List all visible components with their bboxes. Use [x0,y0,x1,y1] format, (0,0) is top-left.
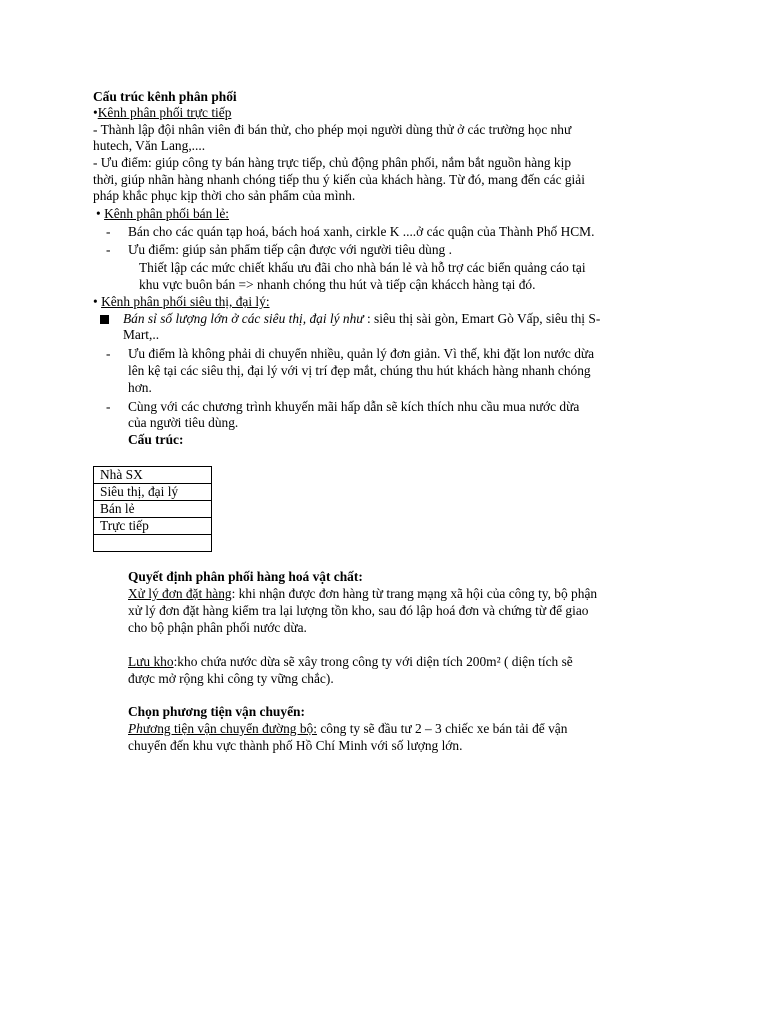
supermarket-item-text: : siêu thị sài gòn, Emart Gò Vấp, siêu thị S- [363,311,601,326]
supermarket-item-line: Cùng với các chương trình khuyến mãi hấp dẫn sẽ kích thích nhu cầu mua nước dừa [128,399,580,414]
table-cell: Bán lẻ [94,501,212,518]
order-label: Xử lý đơn đặt hàng [128,586,232,601]
table-row [94,535,212,552]
direct-channel-title: Kênh phân phối trực tiếp [97,105,232,120]
retail-item: Bán cho các quán tạp hoá, bách hoá xanh, cirkle K ....ở các quận của Thành Phố HCM. [128,224,595,239]
retail-channel-heading [96,206,229,222]
supermarket-item-line: Ưu điểm là không phải di chuyển nhiều, quản lý đơn giản. Vì thế, khi đặt lon nước dừa [128,346,595,361]
dash-marker: - [106,242,111,257]
physical-heading: Quyết định phân phối hàng hoá vật chất: [128,569,363,584]
document-title: Cấu trúc kênh phân phối [93,89,237,104]
retail-channel-title: Kênh phân phối bán lẻ: [104,206,230,221]
transport-text: công ty sẽ đầu tư 2 – 3 chiếc xe bán tải để vận [316,721,568,736]
table-row [94,518,212,535]
supermarket-item-line: lên kệ tại các siêu thị, đại lý với vị trí đẹp mắt, chúng thu hút khách hàng nhanh chóng [128,363,591,378]
transport-label-italic: Ph [128,721,143,736]
structure-heading: Cấu trúc: [128,432,184,447]
order-line: cho bộ phận phân phối nước dừa. [128,620,307,635]
supermarket-item-line: của người tiêu dùng. [128,415,239,430]
supermarket-channel-heading [93,294,270,310]
direct-channel-heading [93,105,231,121]
structure-table [93,466,212,552]
transport-heading: Chọn phương tiện vận chuyển: [128,704,305,719]
direct-line: - Ưu điểm: giúp công ty bán hàng trực tiếp, chủ động phân phối, nắm bắt nguồn hàng kịp [93,155,572,170]
storage-label: Lưu kho [128,654,174,669]
transport-line [128,721,567,737]
bullet: • [93,294,98,309]
retail-item: Ưu điểm: giúp sản phẩm tiếp cận được với người tiêu dùng . [128,242,452,257]
order-text: : khi nhận được đơn hàng từ trang mạng xã hội của công ty, bộ phận [231,586,598,601]
dash-marker: - [106,399,111,414]
table-row [94,501,212,518]
transport-label: ương tiện vận chuyển đường bộ: [142,721,317,736]
storage-text: :kho chứa nước dừa sẽ xây trong công ty với diện tích 200m² ( diện tích sẽ [173,654,573,669]
order-line: xử lý đơn đặt hàng kiểm tra lại lượng tồn kho, sau đó lập hoá đơn và chứng từ để giao [128,603,589,618]
retail-continuation: khu vực buôn bán => nhanh chóng thu hút và tiếp cận khácch hàng tại đó. [139,277,536,292]
transport-line: chuyển đến khu vực thành phố Hồ Chí Minh với số lượng lớn. [128,738,463,753]
direct-line: hutech, Văn Lang,.... [93,138,206,153]
dash-marker: - [106,346,111,361]
retail-continuation: Thiết lập các mức chiết khấu ưu đãi cho nhà bán lẻ và hỗ trợ các biển quảng cáo tại [139,260,586,275]
direct-line: - Thành lập đội nhân viên đi bán thử, cho phép mọi người dùng thử ở các trường học như [93,122,572,137]
square-bullet-icon [100,315,109,324]
bullet: • [96,206,101,221]
storage-line [128,654,573,670]
bullet: • [93,105,98,120]
supermarket-item-line: hơn. [128,380,152,395]
table-cell: Siêu thị, đại lý [94,484,212,501]
direct-line: thời, giúp nhãn hàng nhanh chóng tiếp thu ý kiến của khách hàng. Từ đó, mang đến các giải [93,172,585,187]
supermarket-channel-title: Kênh phân phối siêu thị, đại lý: [101,294,270,309]
table-row [94,484,212,501]
dash-marker: - [106,224,111,239]
storage-line: được mở rộng khi công ty vững chắc). [128,671,334,686]
supermarket-item-italic: Bán sỉ số lượng lớn ở các siêu thị, đại lý như [123,311,364,326]
table-cell [94,535,212,552]
order-line [128,586,597,602]
supermarket-item [123,311,600,327]
table-cell: Trực tiếp [94,518,212,535]
supermarket-item-line: Mart,.. [123,327,160,342]
table-row [94,467,212,484]
table-cell: Nhà SX [94,467,212,484]
direct-line: pháp khắc phục kịp thời cho sản phẩm của mình. [93,188,356,203]
